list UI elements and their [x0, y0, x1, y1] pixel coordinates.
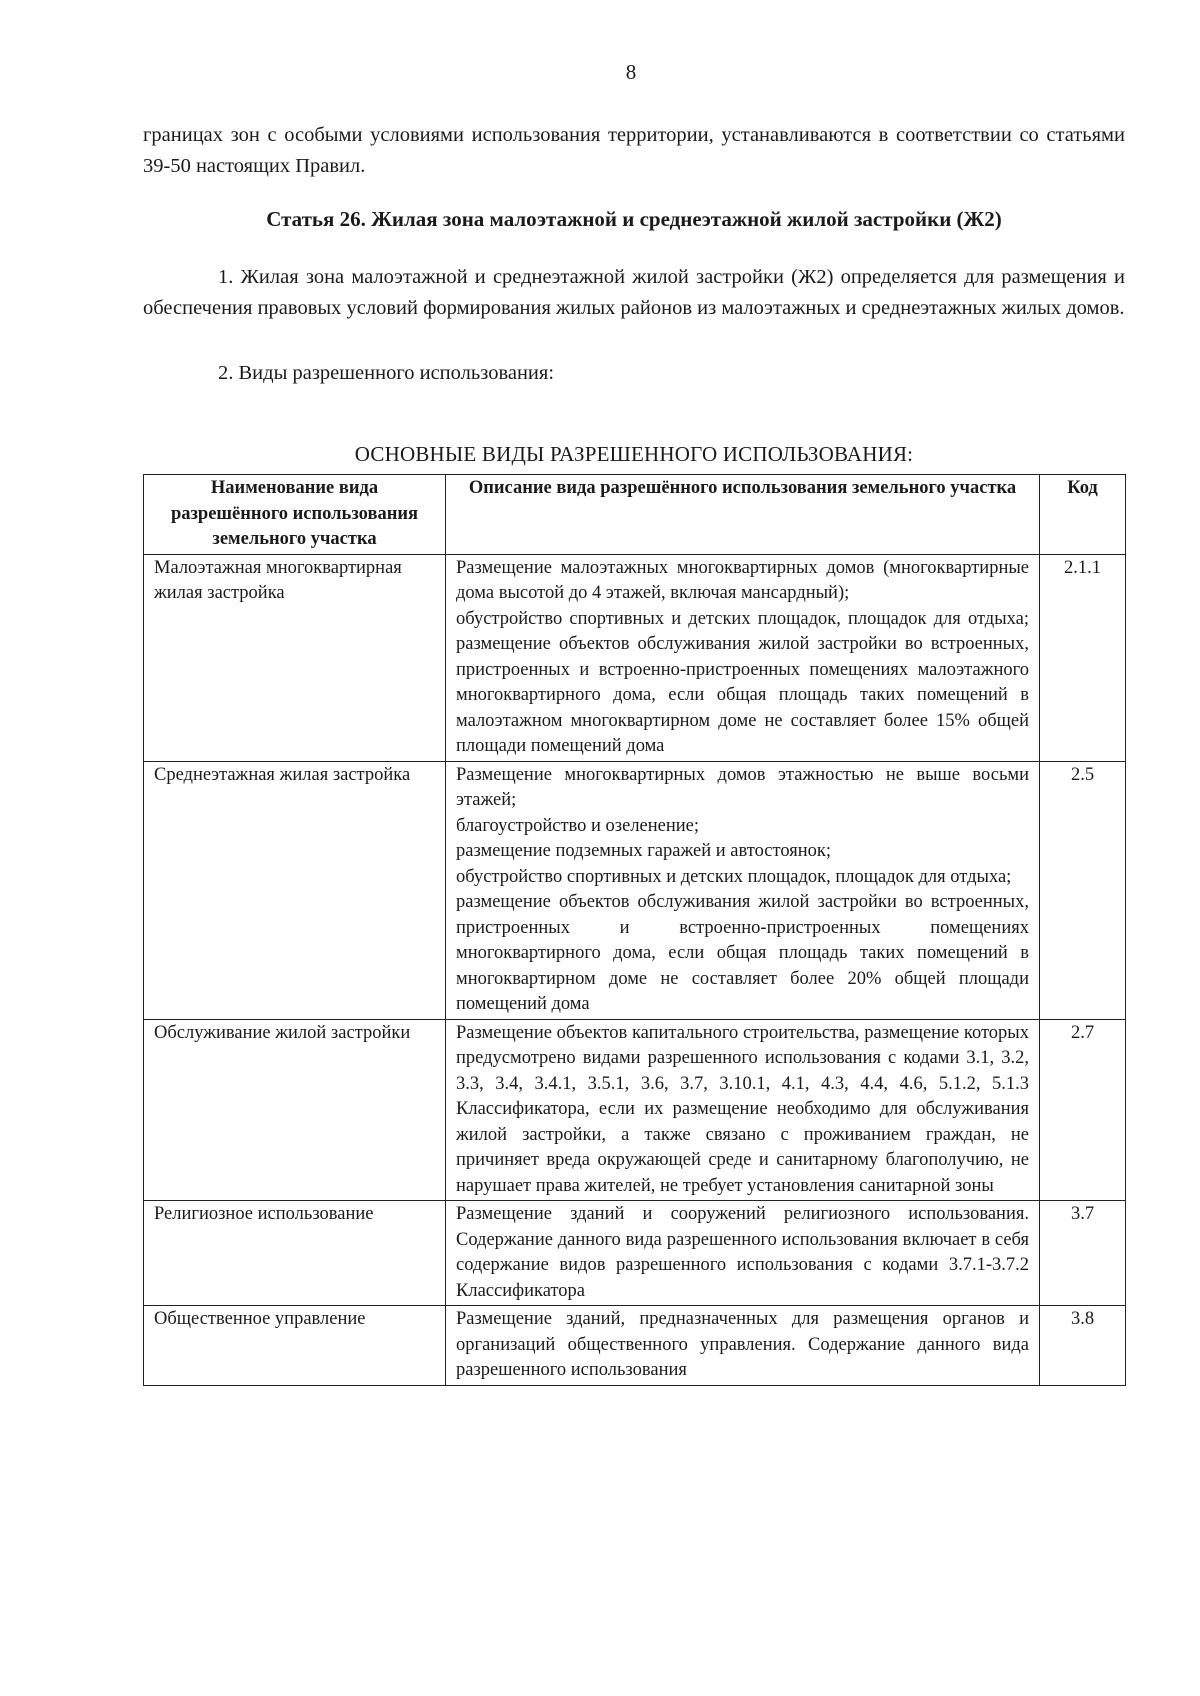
- row-code: 3.8: [1040, 1306, 1126, 1386]
- description-line: Размещение зданий, предназначенных для размещения органов и организаций общественного управления. Содержание данного вида разрешенного использования: [456, 1309, 1029, 1380]
- table-row: [144, 554, 1126, 761]
- row-description: [446, 1201, 1040, 1306]
- row-code: 2.1.1: [1040, 554, 1126, 761]
- header-description: Описание вида разрешённого использования земельного участка: [446, 475, 1040, 555]
- row-code: 2.5: [1040, 761, 1126, 1019]
- row-code: 2.7: [1040, 1019, 1126, 1201]
- description-line: обустройство спортивных и детских площадок, площадок для отдыха;: [456, 866, 1012, 887]
- table-row: [144, 1306, 1126, 1386]
- table-row: [144, 1019, 1126, 1201]
- description-line: Размещение многоквартирных домов этажностью не выше восьми этажей;: [456, 764, 1029, 810]
- permitted-uses-table: [143, 474, 1126, 1386]
- description-line: размещение объектов обслуживания жилой застройки во встроенных, пристроенных и встроенно-пристроенных помещениях многоквартирного дома, если общая площадь таких помещений в многоквартирном доме не составляет более 20% общей площади помещений дома: [456, 892, 1029, 1014]
- table-row: [144, 1201, 1126, 1306]
- row-description: [446, 1019, 1040, 1201]
- header-code: Код: [1040, 475, 1126, 555]
- row-name: Обслуживание жилой застройки: [144, 1019, 446, 1201]
- row-description: [446, 1306, 1040, 1386]
- row-name: Малоэтажная многоквартирная жилая застройка: [144, 554, 446, 761]
- intro-paragraph: границах зон с особыми условиями использования территории, устанавливаются в соответствии со статьями 39-50 настоящих Правил.: [143, 124, 1125, 177]
- table-header-row: [144, 475, 1126, 555]
- description-line: Размещение зданий и сооружений религиозного использования. Содержание данного вида разрешенного использования включает в себя содержание видов разрешенного использования с кодами 3.7.1-3.7.2 Классификатора: [456, 1204, 1029, 1301]
- description-line: Размещение малоэтажных многоквартирных домов (многоквартирные дома высотой до 4 этажей, включая мансардный);: [456, 557, 1029, 603]
- row-description: [446, 554, 1040, 761]
- article-title: Статья 26. Жилая зона малоэтажной и среднеэтажной жилой застройки (Ж2): [266, 207, 1002, 231]
- table-row: [144, 761, 1126, 1019]
- description-line: обустройство спортивных и детских площадок, площадок для отдыха; размещение объектов обслуживания жилой застройки во встроенных, пристроенных и встроенно-пристроенных помещениях малоэтажного многоквартирного дома, если общая площадь таких помещений в малоэтажном многоквартирном доме не составляет более 15% общей площади помещений дома: [456, 608, 1029, 756]
- table-heading: ОСНОВНЫЕ ВИДЫ РАЗРЕШЕННОГО ИСПОЛЬЗОВАНИЯ:: [354, 442, 914, 466]
- paragraph-1: 1. Жилая зона малоэтажной и среднеэтажной жилой застройки (Ж2) определяется для размещения и обеспечения правовых условий формирования жилых районов из малоэтажных и среднеэтажных жилых домов.: [143, 266, 1125, 319]
- description-line: Размещение объектов капитального строительства, размещение которых предусмотрено видами разрешенного использования с кодами 3.1, 3.2, 3.3, 3.4, 3.4.1, 3.5.1, 3.6, 3.7, 3.10.1, 4.1, 4.3, 4.4, 4.6, 5.1.2, 5.1.3 Классификатора, если их размещение необходимо для обслуживания жилой застройки, а также связано с проживанием граждан, не причиняет вреда окружающей среде и санитарному благополучию, не нарушает права жителей, не требует установления санитарной зоны: [456, 1022, 1029, 1196]
- row-name: Общественное управление: [144, 1306, 446, 1386]
- header-name: Наименование вида разрешённого использования земельного участка: [144, 475, 446, 555]
- page-number: 8: [625, 60, 637, 84]
- paragraph-2: 2. Виды разрешенного использования:: [218, 362, 555, 384]
- row-name: Религиозное использование: [144, 1201, 446, 1306]
- row-code: 3.7: [1040, 1201, 1126, 1306]
- row-name: Среднеэтажная жилая застройка: [144, 761, 446, 1019]
- description-line: размещение подземных гаражей и автостоянок;: [456, 841, 832, 861]
- description-line: благоустройство и озеленение;: [456, 815, 700, 836]
- row-description: [446, 761, 1040, 1019]
